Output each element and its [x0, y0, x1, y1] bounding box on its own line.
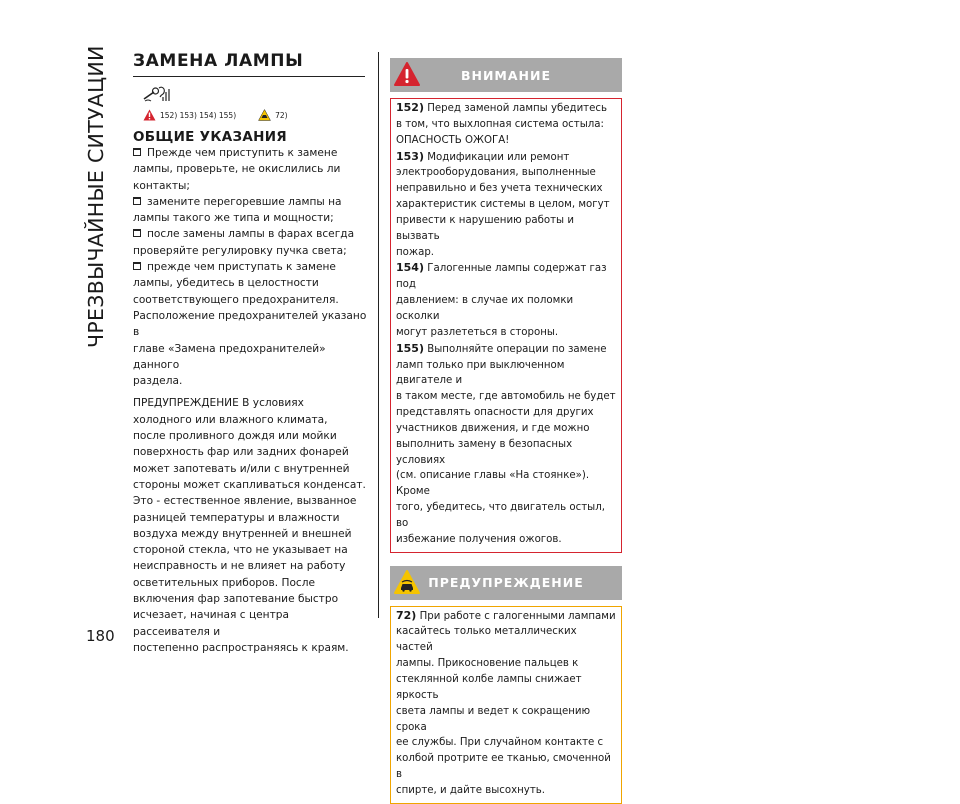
caution-box [390, 606, 622, 804]
note-152: 152) Перед заменой лампы убедитесь в том, что выхлопная система остыла: ОПАСНОСТЬ ОЖОГА! [396, 101, 607, 146]
note-153: 153) Модификации или ремонт электрооборудования, выполненные неправильно и без учета технических характеристик системы в целом, могут привести к нарушению работы и вызвать пожар. [396, 149, 610, 258]
warning-references: 152) 153) 154) 155) [160, 110, 237, 120]
caution-triangle-icon [258, 109, 271, 121]
page-number: 180 [86, 627, 115, 645]
column-divider [378, 52, 379, 618]
bullet-item: замените перегоревшие лампы на лампы такого же типа и мощности; [133, 195, 342, 225]
bullet-item: Прежде чем приступить к замене лампы, проверьте, не окислились ли контакты; [133, 147, 341, 192]
caution-references: 72) [275, 110, 288, 120]
note-154: 154) Галогенные лампы содержат газ под давлением: в случае их поломки осколки могут разлететься в стороны. [396, 261, 607, 338]
danger-triangle-icon [143, 109, 156, 121]
title-rule [133, 76, 365, 77]
attention-banner-label: ВНИМАНИЕ [460, 67, 552, 83]
checkbox-bullet-icon [133, 262, 141, 270]
fuse-location-paragraph: Расположение предохранителей указано в главе «Замена предохранителей» данного раздела. [133, 309, 367, 388]
bullet-item: после замены лампы в фарах всегда проверяйте регулировку пучка света; [133, 228, 355, 257]
caution-banner-label: ПРЕДУПРЕЖДЕНИЕ [428, 575, 584, 591]
note-72: 72) При работе с галогенными лампами касайтесь только металлических частей лампы. Прикосновение пальцев к стеклянной колбе лампы снижает яркость света лампы и ведет к сокращению срока ее службы. При случайном контакте с колбой протрите ее тканью, смоченной в спирте, и дайте высохнуть. [396, 608, 616, 796]
general-bullets [133, 145, 368, 656]
note-155: 155) Выполняйте операции по замене ламп только при выключенном двигателе и в таком месте, где автомобиль не будет представлять опасности для других участников движения, и где можно выполнить замену в безопасных условиях (см. описание главы «На стоянке»). Кроме того, убедитесь, что двигатель остыл, во избежание получения ожогов. [396, 341, 616, 545]
attention-banner [390, 58, 622, 92]
bullet-item: прежде чем приступать к замене лампы, убедитесь в целостности соответствующего предохранителя. [133, 261, 339, 306]
checkbox-bullet-icon [133, 148, 141, 156]
checkbox-bullet-icon [133, 229, 141, 237]
caution-banner [390, 566, 622, 600]
danger-triangle-icon [393, 60, 421, 88]
right-column [390, 58, 622, 804]
references-line [143, 109, 368, 121]
checkbox-bullet-icon [133, 197, 141, 205]
section-title: ЗАМЕНА ЛАМПЫ [133, 51, 304, 71]
condensation-warning-paragraph: ПРЕДУПРЕЖДЕНИЕ В условиях холодного или влажного климата, после проливного дождя или мойки поверхность фар или задних фонарей может запотевать и/или с внутренней стороны может скапливаться конденсат. Это - естественное явление, вызванное разницей температуры и влажности воздуха между внутренней и внешней стороной стекла, что не указывает на неисправность и не влияет на работу осветительных приборов. После включения фар запотевание быстро исчезает, начиная с центра рассеивателя и постепенно распространяясь к краям. [133, 397, 366, 654]
side-chapter-title: ЧРЕЗВЫЧАЙНЫЕ СИТУАЦИИ [84, 45, 108, 348]
left-column [133, 52, 368, 656]
attention-box [390, 98, 622, 553]
general-instructions-title: ОБЩИЕ УКАЗАНИЯ [133, 129, 288, 145]
wrench-bulb-icon [142, 86, 172, 102]
caution-car-triangle-icon [393, 568, 421, 596]
